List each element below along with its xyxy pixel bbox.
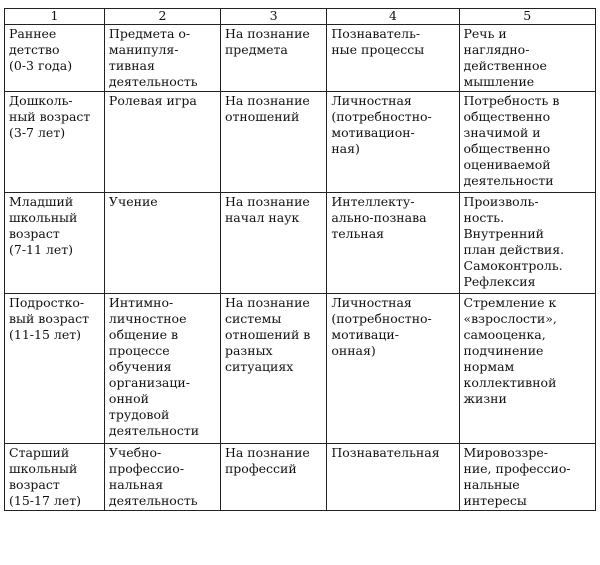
header-cell-5: 5 [459,9,596,25]
developing-sphere-cell: Личностная (потребностно- мотиваци- онная) [327,294,459,444]
age-period-cell: Младший школьный возраст (7-11 лет) [5,193,105,294]
table-row [5,25,596,92]
age-period-cell: Подростко- вый возраст (11-15 лет) [5,294,105,444]
neoformation-cell: Мировоззре- ние, профессио- нальные интересы [459,444,596,511]
neoformation-cell: Речь и наглядно- действенное мышление [459,25,596,92]
header-cell-2: 2 [104,9,220,25]
cognition-focus-cell: На познание начал наук [220,193,326,294]
table-row [5,193,596,294]
neoformation-cell: Стремление к «взрослости», самооценка, подчинение нормам коллективной жизни [459,294,596,444]
cognition-focus-cell: На познание профессий [220,444,326,511]
cognition-focus-cell: На познание отношений [220,92,326,193]
header-cell-3: 3 [220,9,326,25]
neoformation-cell: Потребность в общественно значимой и общественно оцениваемой деятельности [459,92,596,193]
cognition-focus-cell: На познание предмета [220,25,326,92]
leading-activity-cell: Учебно- профессио- нальная деятельность [104,444,220,511]
age-periods-table [4,8,596,511]
developing-sphere-cell: Познаватель- ные процессы [327,25,459,92]
leading-activity-cell: Интимно- личностное общение в процессе обучения организаци- онной трудовой деятельности [104,294,220,444]
developing-sphere-cell: Познавательная [327,444,459,511]
developing-sphere-cell: Личностная (потребностно- мотивацион- ная) [327,92,459,193]
cognition-focus-cell: На познание системы отношений в разных ситуациях [220,294,326,444]
leading-activity-cell: Предмета о- манипуля- тивная деятельность [104,25,220,92]
leading-activity-cell: Ролевая игра [104,92,220,193]
neoformation-cell: Произволь- ность. Внутренний план действия. Самоконтроль. Рефлексия [459,193,596,294]
header-row [5,9,596,25]
leading-activity-cell: Учение [104,193,220,294]
age-period-cell: Старший школьный возраст (15-17 лет) [5,444,105,511]
table-row [5,444,596,511]
developing-sphere-cell: Интеллекту- ально-познава тельная [327,193,459,294]
table-row [5,92,596,193]
age-period-cell: Раннее детство (0-3 года) [5,25,105,92]
header-cell-4: 4 [327,9,459,25]
header-cell-1: 1 [5,9,105,25]
age-period-cell: Дошколь- ный возраст (3-7 лет) [5,92,105,193]
table-row [5,294,596,444]
